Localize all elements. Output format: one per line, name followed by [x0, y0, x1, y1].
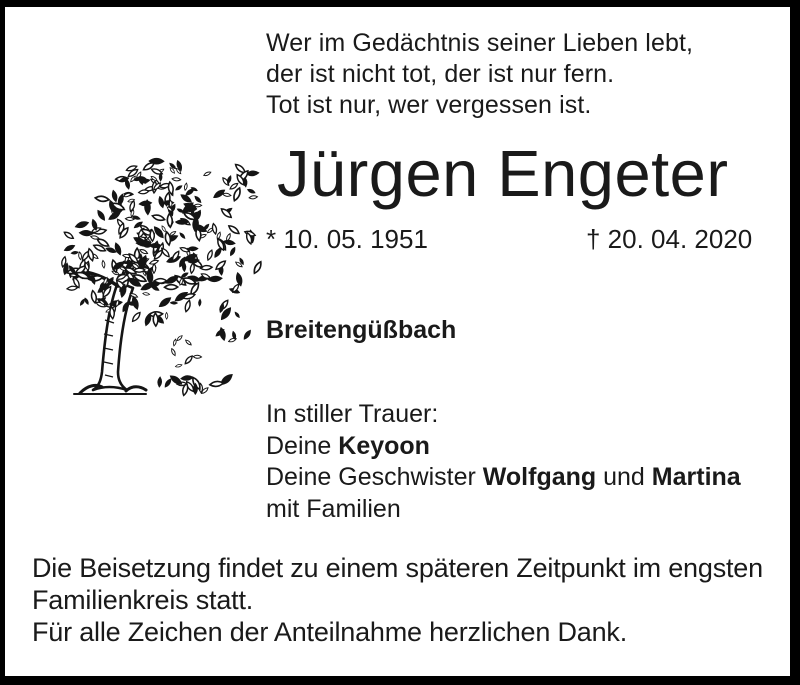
- mourner-line-2: [266, 462, 741, 494]
- mourner-name: Keyoon: [338, 431, 430, 460]
- tree-icon: [36, 136, 268, 402]
- mourning-intro: In stiller Trauer:: [266, 400, 439, 428]
- verse-line-2: der ist nicht tot, der ist nur fern.: [266, 60, 615, 88]
- verse-line-1: Wer im Gedächtnis seiner Lieben lebt,: [266, 29, 694, 57]
- place-of-residence: Breitengüßbach: [266, 316, 457, 344]
- mourner-line-3: mit Familien: [266, 494, 401, 523]
- birth-date: * 10. 05. 1951: [266, 224, 428, 254]
- windblown-tree-illustration: [36, 136, 268, 402]
- mourner-name: Wolfgang: [482, 463, 597, 491]
- notice-line-1: Die Beisetzung findet zu einem späteren Zeitpunkt im engsten: [32, 553, 763, 583]
- mourner-prefix: Deine Geschwister: [266, 463, 476, 491]
- funeral-notice: [32, 552, 763, 648]
- mourner-conjunction: und: [603, 463, 645, 491]
- death-date: † 20. 04. 2020: [586, 224, 753, 254]
- verse-line-3: Tot ist nur, wer vergessen ist.: [266, 91, 592, 119]
- mourners-section: [266, 399, 741, 525]
- leaf-field: [61, 159, 263, 396]
- deceased-name: Jürgen Engeter: [277, 137, 729, 210]
- notice-line-3: Für alle Zeichen der Anteilnahme herzlichen Dank.: [32, 617, 628, 647]
- memorial-verse: [266, 28, 693, 121]
- mourner-line-1: [266, 431, 741, 463]
- mourner-name: Martina: [651, 463, 741, 491]
- mourner-prefix: Deine: [266, 431, 332, 460]
- notice-line-2: Familienkreis statt.: [32, 585, 254, 615]
